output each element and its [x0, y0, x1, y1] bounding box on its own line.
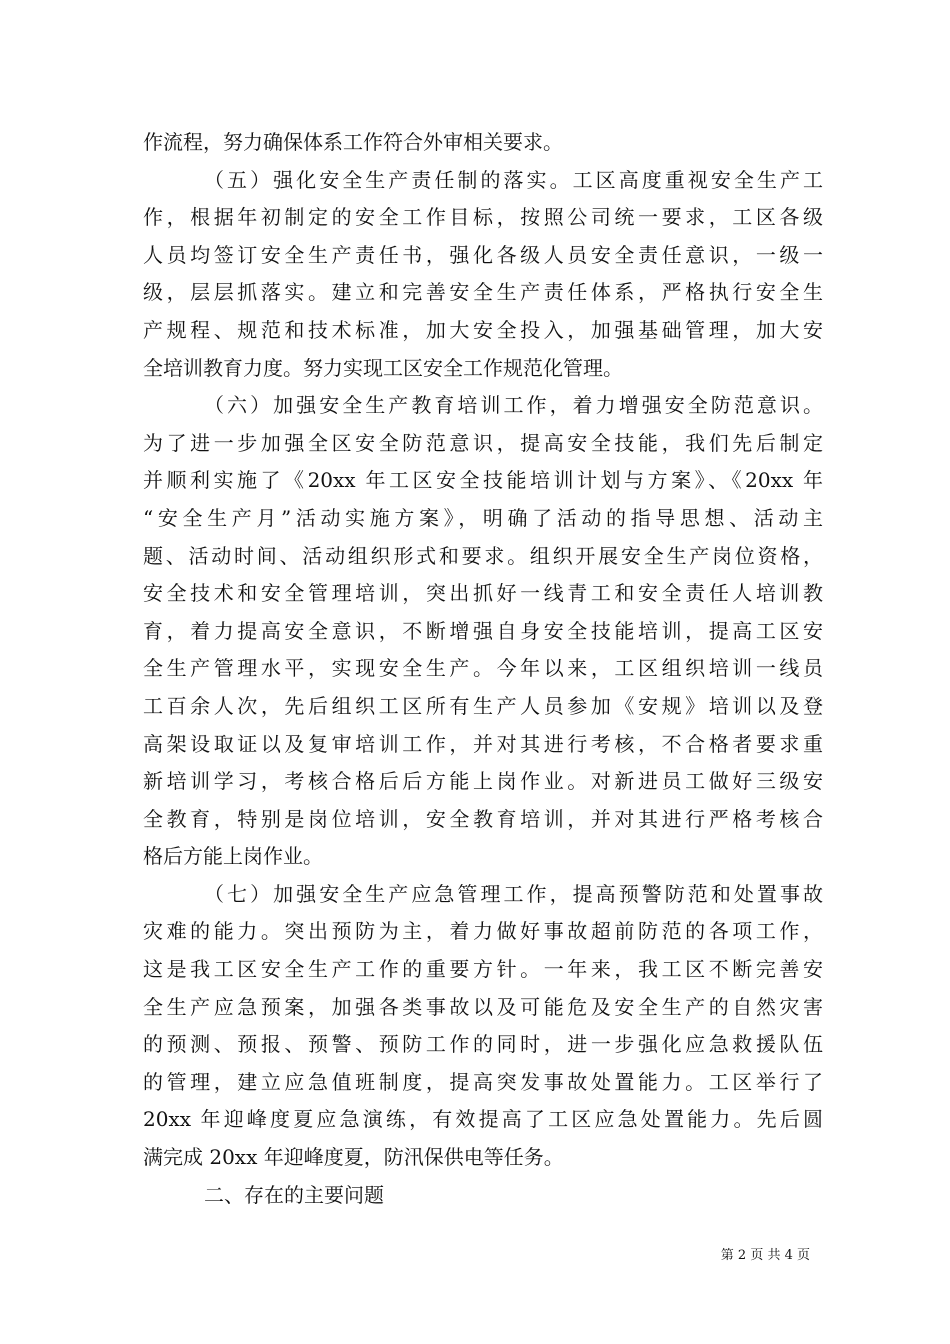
text-line: 20xx 年迎峰度夏应急演练，有效提高了工区应急处置能力。先后圆	[143, 1107, 823, 1132]
text-line: 题、活动时间、活动组织形式和要求。组织开展安全生产岗位资格，	[143, 543, 823, 568]
text-line: 作流程，努力确保体系工作符合外审相关要求。	[143, 130, 563, 154]
text-line: 格后方能上岗作业。	[143, 844, 323, 869]
text-line: 灾难的能力。突出预防为主，着力做好事故超前防范的各项工作，	[143, 919, 823, 944]
text-line: 安全技术和安全管理培训，突出抓好一线青工和安全责任人培训教	[143, 581, 823, 606]
text-line: 全生产应急预案，加强各类事故以及可能危及安全生产的自然灾害	[143, 994, 823, 1019]
text-line: 满完成 20xx 年迎峰度夏，防汛保供电等任务。	[143, 1145, 564, 1170]
text-line: 的管理，建立应急值班制度，提高突发事故处置能力。工区举行了	[143, 1069, 823, 1094]
text-line: 作，根据年初制定的安全工作目标，按照公司统一要求，工区各级	[143, 205, 823, 230]
text-line: 高架设取证以及复审培训工作，并对其进行考核，不合格者要求重	[143, 731, 823, 756]
text-line: 这是我工区安全生产工作的重要方针。一年来，我工区不断完善安	[143, 957, 823, 982]
text-line: 的预测、预报、预警、预防工作的同时，进一步强化应急救援队伍	[143, 1032, 823, 1057]
section-heading: 二、存在的主要问题	[204, 1182, 384, 1207]
text-line: “安全生产月”活动实施方案》，明确了活动的指导思想、活动主	[143, 505, 823, 530]
text-line: 人员均签订安全生产责任书，强化各级人员安全责任意识，一级一	[143, 242, 823, 267]
text-line: （五）强化安全生产责任制的落实。工区高度重视安全生产工	[204, 167, 823, 192]
text-line: 新培训学习，考核合格后后方能上岗作业。对新进员工做好三级安	[143, 769, 823, 794]
text-line: 全培训教育力度。努力实现工区安全工作规范化管理。	[143, 355, 623, 380]
text-line: 全生产管理水平，实现安全生产。今年以来，工区组织培训一线员	[143, 656, 823, 681]
text-line: 并顺利实施了《20xx 年工区安全技能培训计划与方案》、《20xx 年	[143, 468, 823, 493]
text-line: 产规程、规范和技术标准，加大安全投入，加强基础管理，加大安	[143, 317, 823, 342]
text-line: 为了进一步加强全区安全防范意识，提高安全技能，我们先后制定	[143, 430, 823, 455]
body-text	[143, 124, 823, 1214]
text-line: 育，着力提高安全意识，不断增强自身安全技能培训，提高工区安	[143, 618, 823, 643]
text-line: 全教育，特别是岗位培训，安全教育培训，并对其进行严格考核合	[143, 806, 823, 831]
text-line: 工百余人次，先后组织工区所有生产人员参加《安规》培训以及登	[143, 693, 823, 718]
text-line: （六）加强安全生产教育培训工作，着力增强安全防范意识。	[204, 393, 823, 418]
page-number: 第 2 页 共 4 页	[720, 1248, 810, 1263]
text-line: （七）加强安全生产应急管理工作，提高预警防范和处置事故	[204, 881, 823, 906]
text-line: 级，层层抓落实。建立和完善安全生产责任体系，严格执行安全生	[143, 280, 823, 305]
